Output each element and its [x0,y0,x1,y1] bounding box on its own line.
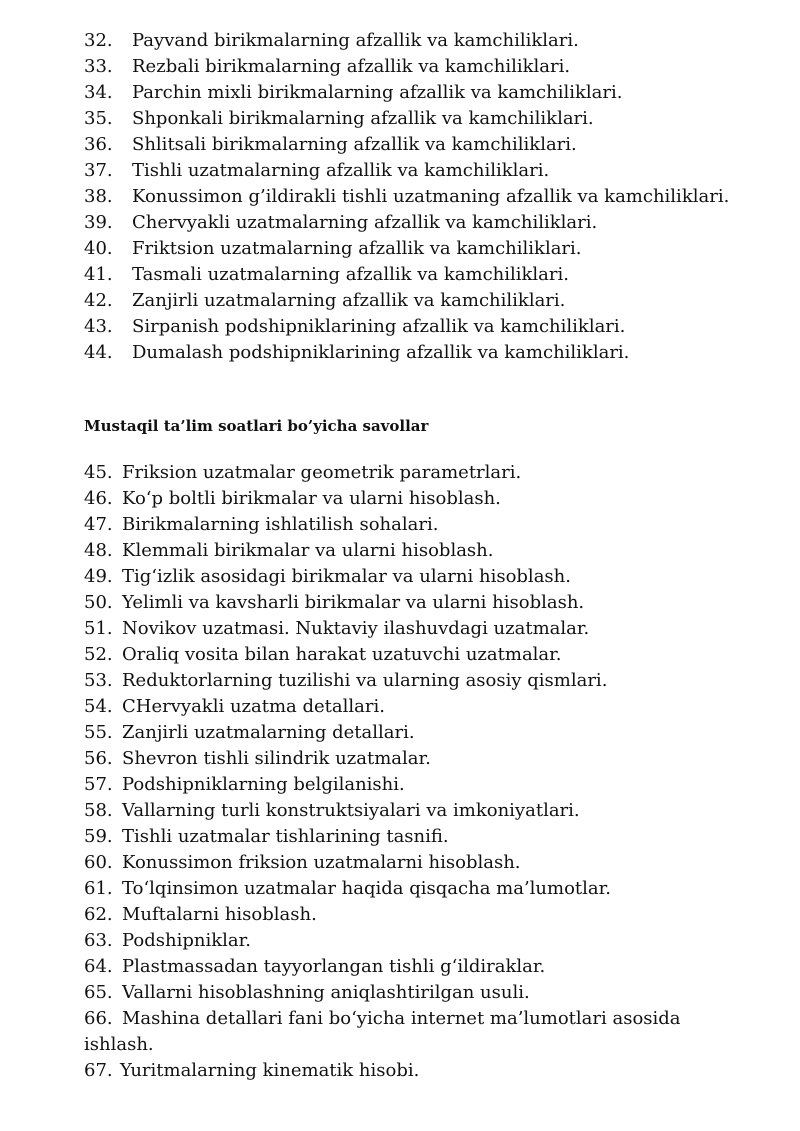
item-number: 34. [84,82,113,103]
item-text: Mashina detallari fani bo‘yicha internet ma’lumotlari asosida ishlash. [84,1008,681,1055]
item-number: 54. [84,696,113,717]
list-item [0,954,800,980]
questions-list-b [0,460,800,1084]
item-text: CHervyakli uzatma detallari. [122,696,385,717]
list-item [0,876,800,902]
item-text: Zanjirli uzatmalarning detallari. [122,722,415,743]
item-number: 60. [84,852,113,873]
item-text: Rezbali birikmalarning afzallik va kamchiliklari. [132,56,571,77]
item-number: 52. [84,644,113,665]
list-item [0,236,800,262]
item-number: 41. [84,264,113,285]
list-item [0,184,800,210]
list-item [0,538,800,564]
item-text: Vallarni hisoblashning aniqlashtirilgan usuli. [122,982,530,1003]
item-text: Shlitsali birikmalarning afzallik va kamchiliklari. [132,134,577,155]
item-text: Plastmassadan tayyorlangan tishli g‘ildiraklar. [122,956,546,977]
item-number: 62. [84,904,113,925]
item-text: Parchin mixli birikmalarning afzallik va kamchiliklari. [132,82,623,103]
item-number: 45. [84,462,113,483]
list-item [0,262,800,288]
list-item [0,928,800,954]
item-text: Shponkali birikmalarning afzallik va kamchiliklari. [132,108,594,129]
list-item [0,590,800,616]
item-number: 56. [84,748,113,769]
item-text: Muftalarni hisoblash. [122,904,317,925]
item-text: Friksion uzatmalar geometrik parametrlari. [122,462,522,483]
list-item [0,512,800,538]
item-number: 58. [84,800,113,821]
list-item [0,106,800,132]
questions-list-a [0,28,800,366]
item-number: 35. [84,108,113,129]
list-item [0,132,800,158]
item-text: Shevron tishli silindrik uzatmalar. [122,748,431,769]
item-number: 42. [84,290,113,311]
item-number: 46. [84,488,113,509]
list-item [0,902,800,928]
item-number: 43. [84,316,113,337]
item-number: 53. [84,670,113,691]
item-number: 38. [84,186,113,207]
list-item [0,564,800,590]
list-item [0,616,800,642]
item-number: 33. [84,56,113,77]
list-item [0,54,800,80]
list-item [0,694,800,720]
list-item [0,980,800,1006]
list-item [0,288,800,314]
item-number: 61. [84,878,113,899]
list-item [0,642,800,668]
section-heading: Mustaqil ta’lim soatlari bo’yicha savollar [84,417,429,435]
item-number: 51. [84,618,113,639]
item-number: 32. [84,30,113,51]
item-number: 57. [84,774,113,795]
item-number: 55. [84,722,113,743]
list-item [0,314,800,340]
item-text: Vallarning turli konstruktsiyalari va imkoniyatlari. [122,800,580,821]
item-text: Podshipniklarning belgilanishi. [122,774,405,795]
item-text: Tishli uzatmalar tishlarining tasnifi. [122,826,449,847]
item-text: Ko‘p boltli birikmalar va ularni hisoblash. [122,488,501,509]
item-number: 67. [84,1060,113,1081]
list-item [0,720,800,746]
item-text: Konussimon g’ildirakli tishli uzatmaning afzallik va kamchiliklari. [132,186,730,207]
item-text: Oraliq vosita bilan harakat uzatuvchi uzatmalar. [122,644,562,665]
list-item [0,668,800,694]
item-text: Zanjirli uzatmalarning afzallik va kamchiliklari. [132,290,566,311]
list-item [0,1058,800,1084]
list-item [0,158,800,184]
list-item [0,746,800,772]
item-text: Dumalash podshipniklarining afzallik va kamchiliklari. [132,342,630,363]
list-item [0,460,800,486]
item-number: 40. [84,238,113,259]
item-text: Sirpanish podshipniklarining afzallik va kamchiliklari. [132,316,626,337]
list-item [0,772,800,798]
item-text: Tishli uzatmalarning afzallik va kamchiliklari. [132,160,550,181]
item-text: Tasmali uzatmalarning afzallik va kamchiliklari. [132,264,569,285]
item-text: Yelimli va kavsharli birikmalar va ularni hisoblash. [122,592,585,613]
item-number: 65. [84,982,113,1003]
item-number: 59. [84,826,113,847]
item-number: 50. [84,592,113,613]
item-text: Yuritmalarning kinematik hisobi. [120,1060,420,1081]
list-item [0,340,800,366]
list-item [0,28,800,54]
item-number: 49. [84,566,113,587]
item-text: Friktsion uzatmalarning afzallik va kamchiliklari. [132,238,582,259]
item-text: Birikmalarning ishlatilish sohalari. [122,514,439,535]
list-item [0,824,800,850]
list-item [0,210,800,236]
item-text: Tig‘izlik asosidagi birikmalar va ularni hisoblash. [122,566,571,587]
list-item [0,1006,800,1058]
list-item [0,80,800,106]
item-text: To‘lqinsimon uzatmalar haqida qisqacha ma’lumotlar. [122,878,611,899]
item-text: Payvand birikmalarning afzallik va kamchiliklari. [132,30,579,51]
item-text: Konussimon friksion uzatmalarni hisoblash. [122,852,521,873]
item-text: Klemmali birikmalar va ularni hisoblash. [122,540,494,561]
list-item [0,486,800,512]
item-number: 37. [84,160,113,181]
item-text: Chervyakli uzatmalarning afzallik va kamchiliklari. [132,212,598,233]
list-item [0,798,800,824]
item-number: 36. [84,134,113,155]
item-number: 48. [84,540,113,561]
item-number: 47. [84,514,113,535]
item-number: 64. [84,956,113,977]
item-text: Reduktorlarning tuzilishi va ularning asosiy qismlari. [122,670,608,691]
item-text: Novikov uzatmasi. Nuktaviy ilashuvdagi uzatmalar. [122,618,590,639]
item-text: Podshipniklar. [122,930,251,951]
list-item [0,850,800,876]
item-number: 63. [84,930,113,951]
item-number: 44. [84,342,113,363]
item-number: 39. [84,212,113,233]
item-number: 66. [84,1008,113,1029]
